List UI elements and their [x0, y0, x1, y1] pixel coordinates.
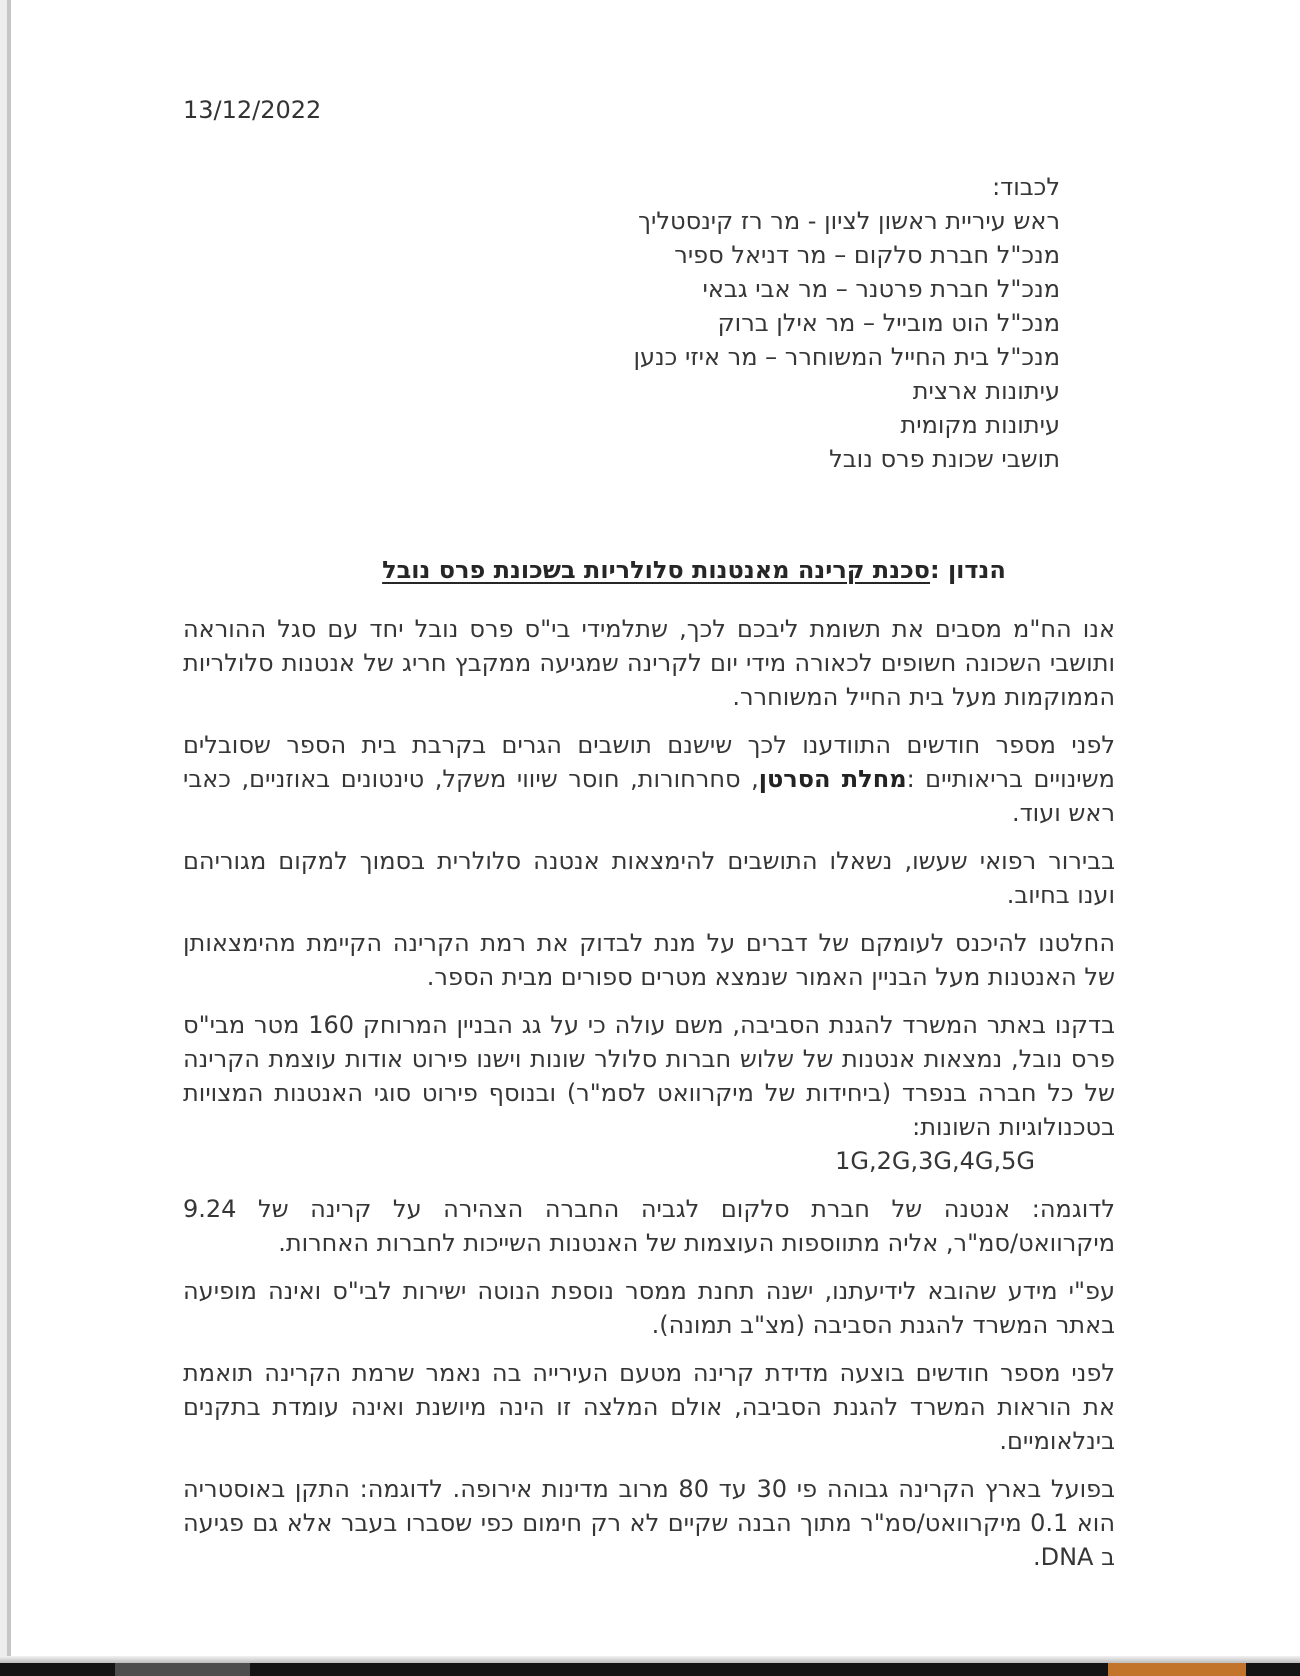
recipient-line-cellcom-ceo: מנכ"ל חברת סלקום – מר דניאל ספיר [674, 241, 1060, 269]
taskbar-item-orange[interactable] [1108, 1663, 1246, 1676]
subject-line [183, 554, 1115, 586]
paragraph-health-symptoms-post: , סחרחורות, חוסר שיווי משקל, טינטונים באוזניים, כאבי ראש ועוד. [183, 765, 1115, 827]
paragraph-unlisted-relay-station: עפ"י מידע שהובא לידיעתנו, ישנה תחנת ממסר נוספת הנוטה ישירות לבי"ס ואינה מופיעה באתר המשרד להגנת הסביבה (מצ"ב תמונה). [183, 1277, 1115, 1339]
paragraph-city-measurement: לפני מספר חודשים בוצעה מדידת קרינה מטעם העירייה בה נאמר שרמת הקרינה תואמת את הוראות המשרד להגנת הסביבה, אולם המלצה זו הינה מיושנת ואינה עומדת בתקנים בינלאומיים. [183, 1359, 1115, 1455]
recipients-heading: לכבוד: [992, 173, 1060, 201]
paragraph-decision-to-check: החלטנו להיכנס לעומקם של דברים על מנת לבדוק את רמת הקרינה הקיימת מהימצאותן של האנטנות מעל הבניין האמור שנמצא מטרים ספורים מבית הספר. [183, 929, 1115, 991]
letter-date: 13/12/2022 [183, 96, 322, 124]
paragraph-medical-inquiry: בבירור רפואי שעשו, נשאלו התושבים להימצאות אנטנה סלולרית בסמוך למקום מגוריהם וענו בחיוב. [183, 847, 1115, 909]
taskbar-item-gray[interactable] [115, 1663, 250, 1676]
paragraph-health-symptoms [183, 728, 1115, 830]
paragraph-international-standards: בפועל בארץ הקרינה גבוהה פי 30 עד 80 מרוב מדינות אירופה. לדוגמה: התקן באוסטריה הוא 0.1 מיקרוואט/סמ"ר מתוך הבנה שקיים לא רק חימום כפי שסברו בעבר אלא גם פגיעה ב DNA. [183, 1475, 1116, 1571]
recipient-line-local-press: עיתונות מקומית [900, 411, 1060, 439]
recipient-line-hot-mobile-ceo: מנכ"ל הוט מובייל – מר אילן ברוק [717, 309, 1060, 337]
paragraph-cellcom-example: לדוגמה: אנטנה של חברת סלקום לגביה החברה הצהירה על קרינה של 9.24 מיקרוואט/סמ"ר, אליה מתווספות העוצמות של האנטנות השייכות לחברות האחרות. [183, 1195, 1115, 1257]
technology-generations-line: 1G,2G,3G,4G,5G [835, 1147, 1035, 1175]
recipient-line-national-press: עיתונות ארצית [912, 377, 1060, 405]
recipient-line-mayor: ראש עיריית ראשון לציון - מר רז קינסטליך [638, 207, 1060, 235]
paragraph-ministry-site-findings: בדקנו באתר המשרד להגנת הסביבה, משם עולה כי על גג הבניין המרוחק 160 מטר מבי"ס פרס נובל, נמצאות אנטנות של שלוש חברות סלולר שונות וישנו פירוט אודות עוצמת הקרינה של כל חברה בנפרד (ביחידות של מיקרוואט לסמ"ר) ובנוסף פירוט סוגי האנטנות המצויות בטכנולוגיות השונות: [183, 1011, 1116, 1141]
taskbar [0, 1663, 1300, 1676]
recipients-block [183, 170, 1115, 476]
recipient-line-neighborhood-residents: תושבי שכונת פרס נובל [829, 445, 1060, 473]
paragraph-intro-exposure: אנו הח"מ מסבים את תשומת ליבכם לכך, שתלמידי בי"ס פרס נובל יחד עם סגל ההוראה ותושבי השכונה חשופים לכאורה מידי יום לקרינה שמגיעה ממקבץ חריג של אנטנות סלולריות הממוקמות מעל בית החייל המשוחרר. [183, 615, 1115, 711]
paragraph-health-symptoms-pre: לפני מספר חודשים התוודענו לכך שישנם תושבים הגרים בקרבת בית הספר שסובלים משינויים בריאותיים : [183, 731, 1115, 793]
page-bottom-edge [0, 1656, 1300, 1663]
recipient-line-soldiers-house-ceo: מנכ"ל בית החייל המשוחרר – מר איזי כנען [633, 343, 1060, 371]
letter-body [183, 612, 1115, 1574]
cancer-disease-bold-text: מחלת הסרטן [758, 765, 907, 793]
subject-title: סכנת קרינה מאנטנות סלולריות בשכונת פרס נובל [382, 556, 930, 584]
subject-label: הנדון : [929, 556, 1006, 584]
recipient-line-partner-ceo: מנכ"ל חברת פרטנר – מר אבי גבאי [702, 275, 1060, 303]
